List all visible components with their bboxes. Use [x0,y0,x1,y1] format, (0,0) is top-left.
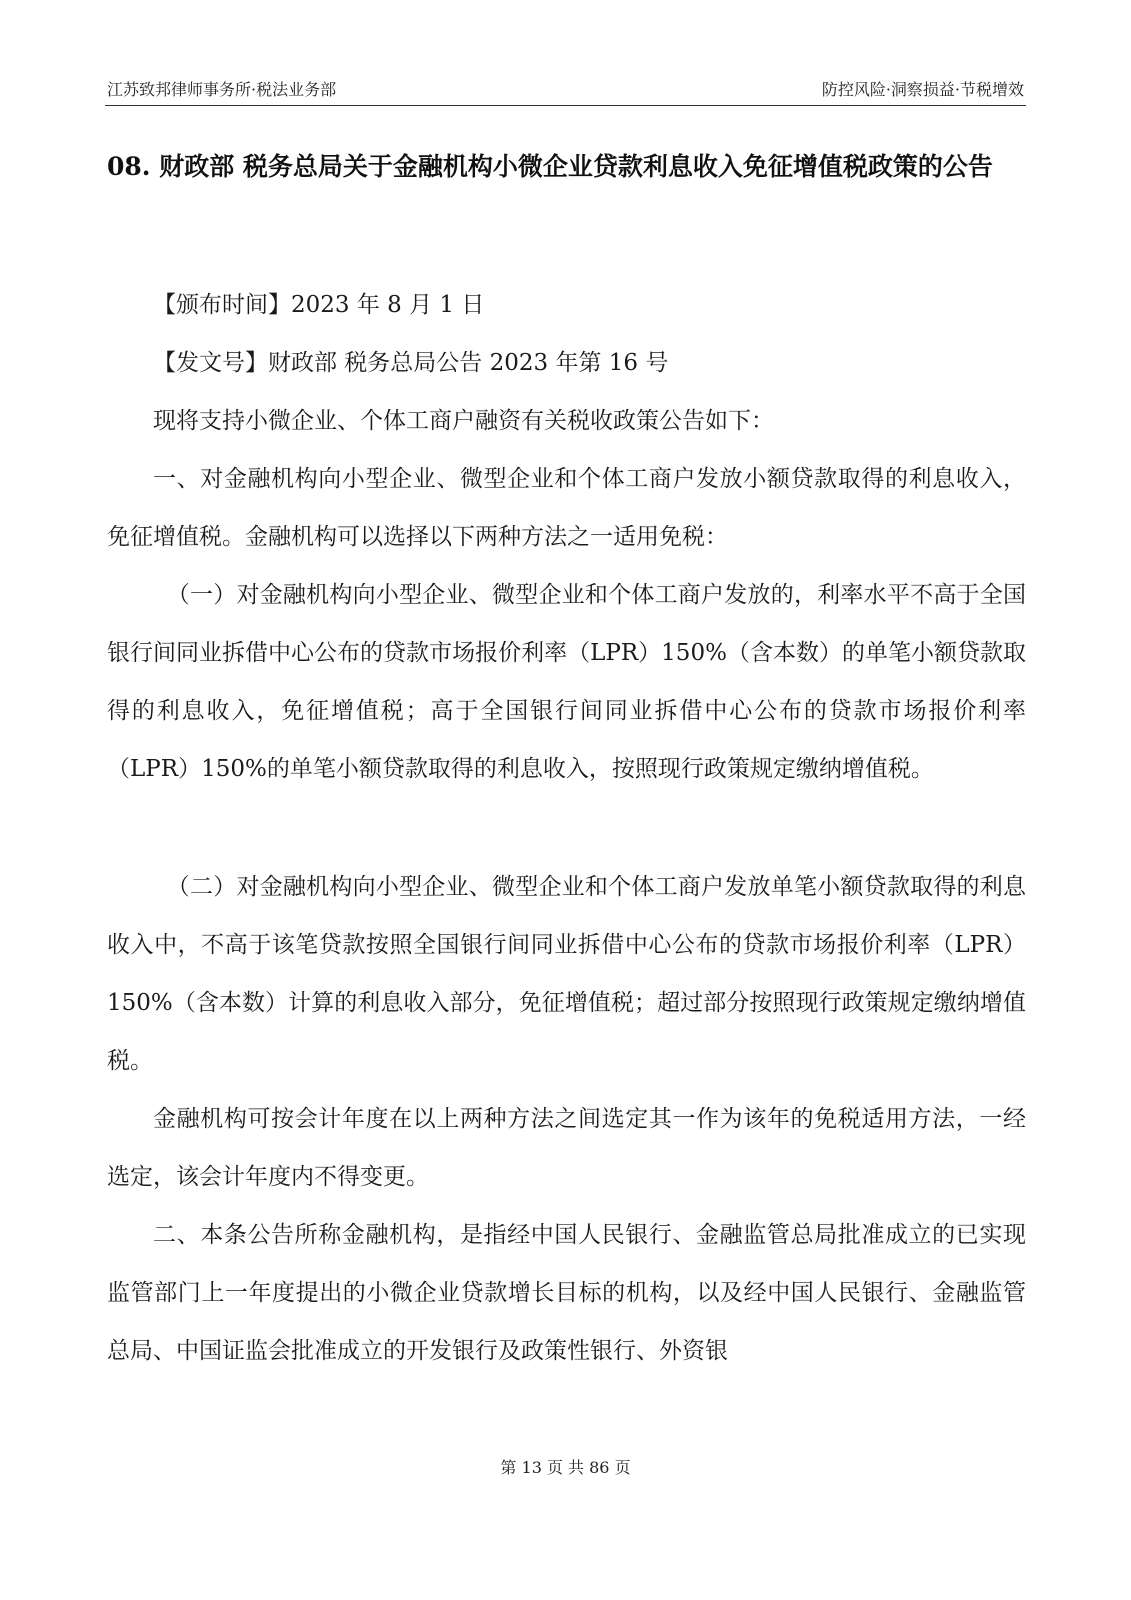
article-one-paragraph: 一、对金融机构向小型企业、微型企业和个体工商户发放小额贷款取得的利息收入，免征增值税。金融机构可以选择以下两种方法之一适用免税： [107,466,1026,550]
article-one-method-one-paragraph: （一）对金融机构向小型企业、微型企业和个体工商户发放的，利率水平不高于全国银行间同业拆借中心公布的贷款市场报价利率（LPR）150%（含本数）的单笔小额贷款取得的利息收入，免征增值税；高于全国银行间同业拆借中心公布的贷款市场报价利率（LPR）150%的单笔小额贷款取得的利息收入，按照现行政策规定缴纳增值税。 [107,582,1026,782]
article-two-paragraph: 二、本条公告所称金融机构，是指经中国人民银行、金融监管总局批准成立的已实现监管部门上一年度提出的小微企业贷款增长目标的机构，以及经中国人民银行、金融监管总局、中国证监会批准成立的开发银行及政策性银行、外资银 [107,1222,1026,1364]
document-number: 【发文号】财政部 税务总局公告 2023 年第 16 号 [153,350,669,376]
document-title: 08. 财政部 税务总局关于金融机构小微企业贷款利息收入免征增值税政策的公告 [107,152,993,181]
method-selection-note-paragraph: 金融机构可按会计年度在以上两种方法之间选定其一作为该年的免税适用方法，一经选定，该会计年度内不得变更。 [107,1106,1026,1190]
publish-date: 【颁布时间】2023 年 8 月 1 日 [153,292,485,318]
header-firm-name: 江苏致邦律师事务所·税法业务部 [107,80,337,99]
article-one-method-two-paragraph: （二）对金融机构向小型企业、微型企业和个体工商户发放单笔小额贷款取得的利息收入中，不高于该笔贷款按照全国银行间同业拆借中心公布的贷款市场报价利率（LPR）150%（含本数）计算的利息收入部分，免征增值税；超过部分按照现行政策规定缴纳增值税。 [107,874,1026,1074]
intro-paragraph: 现将支持小微企业、个体工商户融资有关税收政策公告如下： [153,408,774,434]
header-divider [105,105,1026,106]
page-number-footer: 第 13 页 共 86 页 [500,1458,631,1477]
header-slogan: 防控风险·洞察损益·节税增效 [821,80,1024,99]
